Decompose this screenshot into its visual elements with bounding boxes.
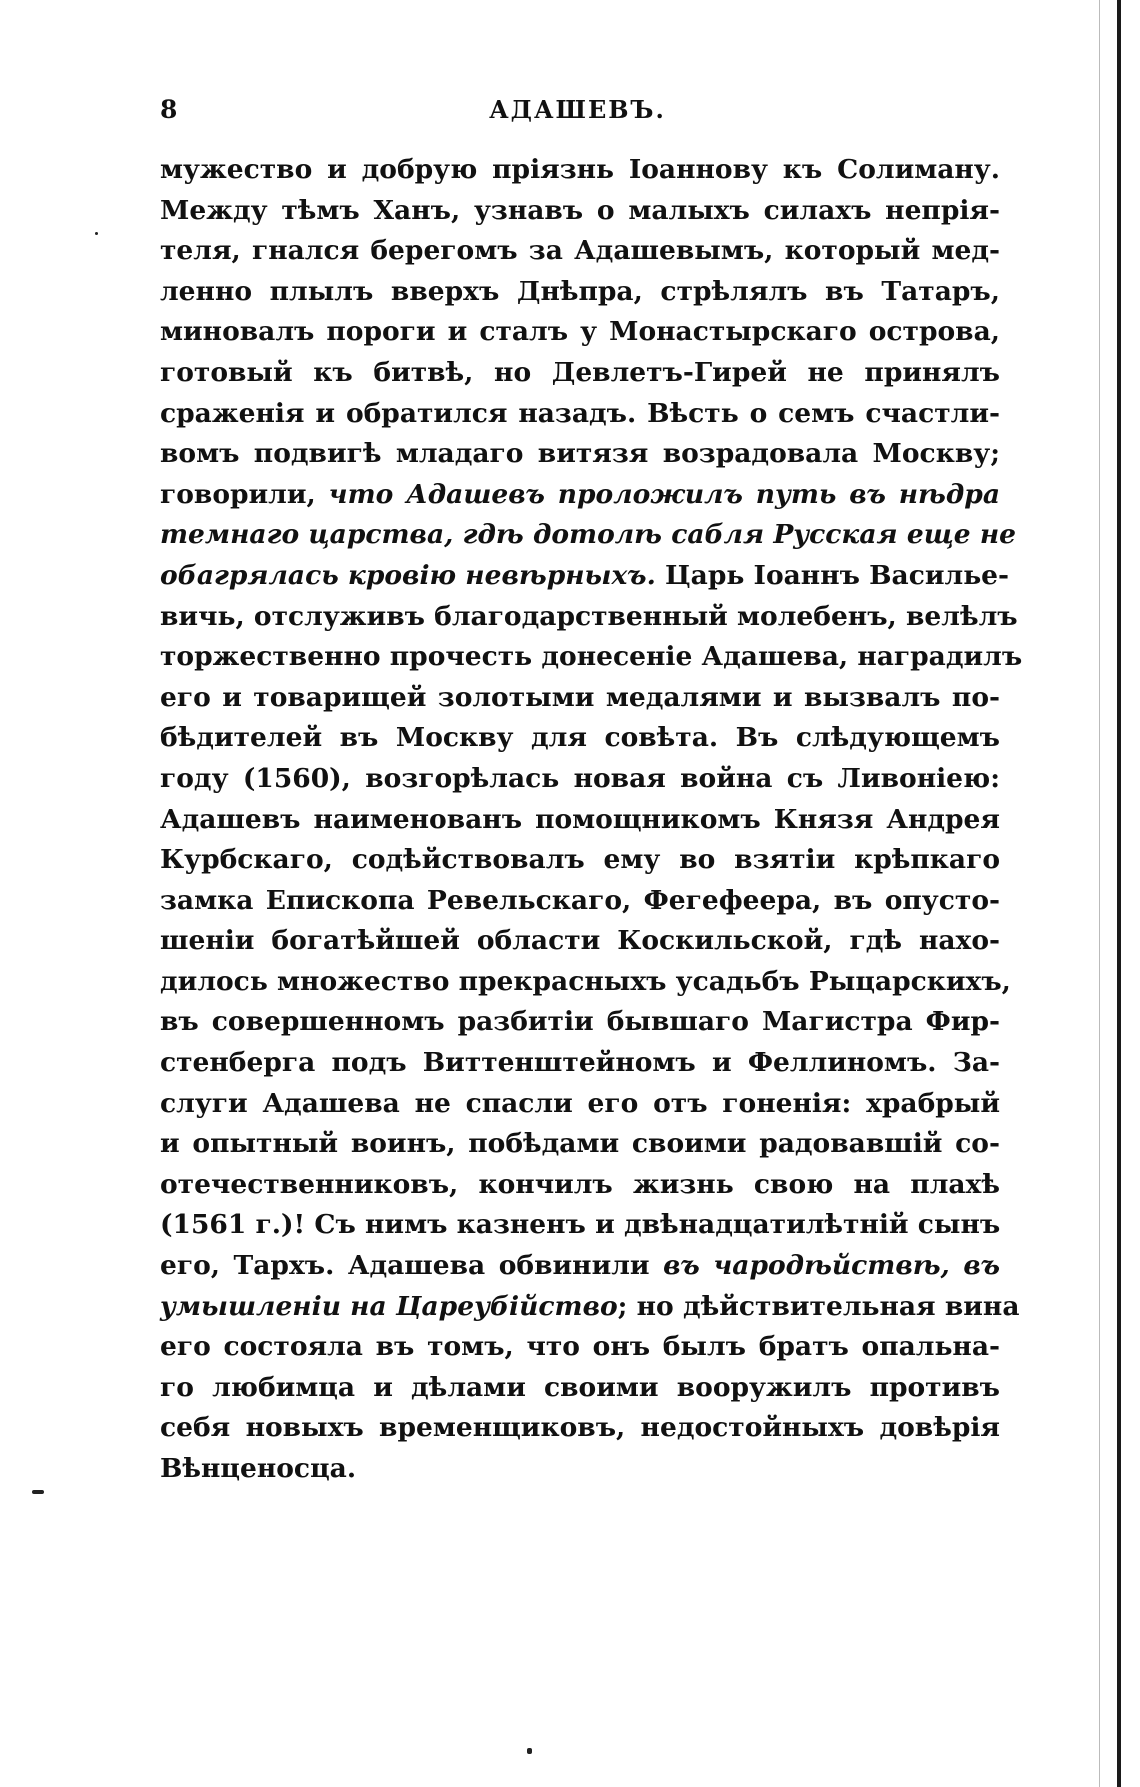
text-line [160,1287,1020,1328]
text-segment: говорили, [160,478,329,510]
running-title: АДАШЕВЪ. [489,95,666,124]
text-line [160,353,1000,394]
page-edge-shadow [1099,0,1100,1787]
body-text [160,150,1023,1490]
text-segment: стенберга подъ Виттенштейномъ и Феллиномъ. За- [160,1047,1000,1079]
page-header [155,95,1000,131]
text-segment: дилось множество прекрасныхъ усадьбъ Рыцарскихъ, [160,965,1011,997]
text-line [160,881,1000,922]
text-line [160,556,1010,597]
italic-text: обагрялась кровію невѣрныхъ. [160,559,656,591]
text-line [160,1327,1000,1368]
text-line [160,475,1000,516]
text-line [160,1246,1000,1287]
text-segment: Между тѣмъ Ханъ, узнавъ о малыхъ силахъ непрія- [160,194,1000,226]
page-number: 8 [160,95,178,124]
text-segment: году (1560), возгорѣлась новая война съ Ливоніею: [160,762,1000,794]
text-line [160,515,1017,556]
text-segment: вичь, отслуживъ благодарственный молебенъ, велѣлъ [160,600,1018,632]
text-segment: шеніи богатѣйшей области Коскильской, гдѣ нахо- [160,925,1000,957]
text-line [160,312,1000,353]
text-segment: себя новыхъ временщиковъ, недостойныхъ довѣрія [160,1412,1000,1444]
text-segment: готовый къ битвѣ, но Девлетъ-Гирей не принялъ [160,356,1000,388]
scan-speck [95,232,98,235]
text-line [160,1408,1000,1449]
text-line [160,272,1000,313]
text-segment: Адашевъ наименованъ помощникомъ Князя Андрея [160,803,1000,835]
text-segment: сраженія и обратился назадъ. Вѣсть о семъ счастли- [160,397,1000,429]
text-line [160,962,1011,1003]
text-line [160,1449,1000,1490]
text-line [160,840,1000,881]
text-line [160,150,1000,191]
italic-text: умышленіи на Цареубійство [160,1290,618,1322]
text-segment: отечественниковъ, кончилъ жизнь свою на плахѣ [160,1168,1000,1200]
text-line [160,434,1000,475]
text-line [160,1205,1000,1246]
text-line [160,1043,1000,1084]
text-segment: теля, гнался берегомъ за Адашевымъ, который мед- [160,235,1000,267]
text-line [160,394,1000,435]
text-segment: ленно плылъ вверхъ Днѣпра, стрѣлялъ въ Татаръ, [160,275,1000,307]
text-segment: его состояла въ томъ, что онъ былъ братъ опальна- [160,1331,1000,1363]
text-line [160,231,1000,272]
text-line [160,597,1018,638]
text-line [160,1165,1000,1206]
text-line [160,1084,1000,1125]
text-line [160,678,1000,719]
text-segment: въ совершенномъ разбитіи бывшаго Магистра Фир- [160,1006,1000,1038]
text-line [160,718,1000,759]
text-line [160,1002,1000,1043]
text-segment: (1561 г.)! Съ нимъ казненъ и двѣнадцатилѣтній сынъ [160,1209,1001,1241]
text-line [160,637,1023,678]
text-line [160,759,1000,800]
text-segment: миновалъ пороги и сталъ у Монастырскаго острова, [160,316,1000,348]
scan-speck [527,1748,532,1754]
text-segment: Вѣнценосца. [160,1453,357,1484]
text-segment: Курбскаго, содѣйствовалъ ему во взятіи крѣпкаго [160,844,1000,876]
text-segment: его, Тархъ. Адашева обвинили [160,1250,664,1282]
text-segment: его и товарищей золотыми медалями и вызвалъ по- [160,681,1000,713]
text-segment: го любимца и дѣлами своими вооружилъ противъ [160,1371,1000,1403]
text-line [160,1368,1000,1409]
italic-text: темнаго царства, гдѣ дотолѣ сабля Русская еще не [160,519,1017,551]
text-segment: замка Епископа Ревельскаго, Фегефеера, въ опусто- [160,884,1000,916]
text-segment: и опытный воинъ, побѣдами своими радовавшій со- [160,1128,1000,1160]
text-segment: ; но дѣйствительная вина [617,1290,1020,1322]
text-segment: мужество и добрую пріязнь Іоаннову къ Солиману. [160,154,1000,185]
text-line [160,921,1000,962]
page-edge-border [1117,0,1121,1787]
text-segment: Царь Іоаннъ Василье- [655,559,1010,591]
text-segment: слуги Адашева не спасли его отъ гоненія: храбрый [160,1087,1000,1119]
text-line [160,1124,1000,1165]
scan-speck [32,1490,44,1494]
text-segment: торжественно прочесть донесеніе Адашева, наградилъ [160,641,1023,673]
text-line [160,191,1000,232]
italic-text: что Адашевъ проложилъ путь въ нѣдра [328,478,1000,510]
text-segment: вомъ подвигѣ младаго витязя возрадовала Москву; [160,438,1000,470]
italic-text: въ чародѣйствѣ, въ [663,1250,1000,1282]
text-line [160,800,1000,841]
text-segment: бѣдителей въ Москву для совѣта. Въ слѣдующемъ [160,722,1000,754]
